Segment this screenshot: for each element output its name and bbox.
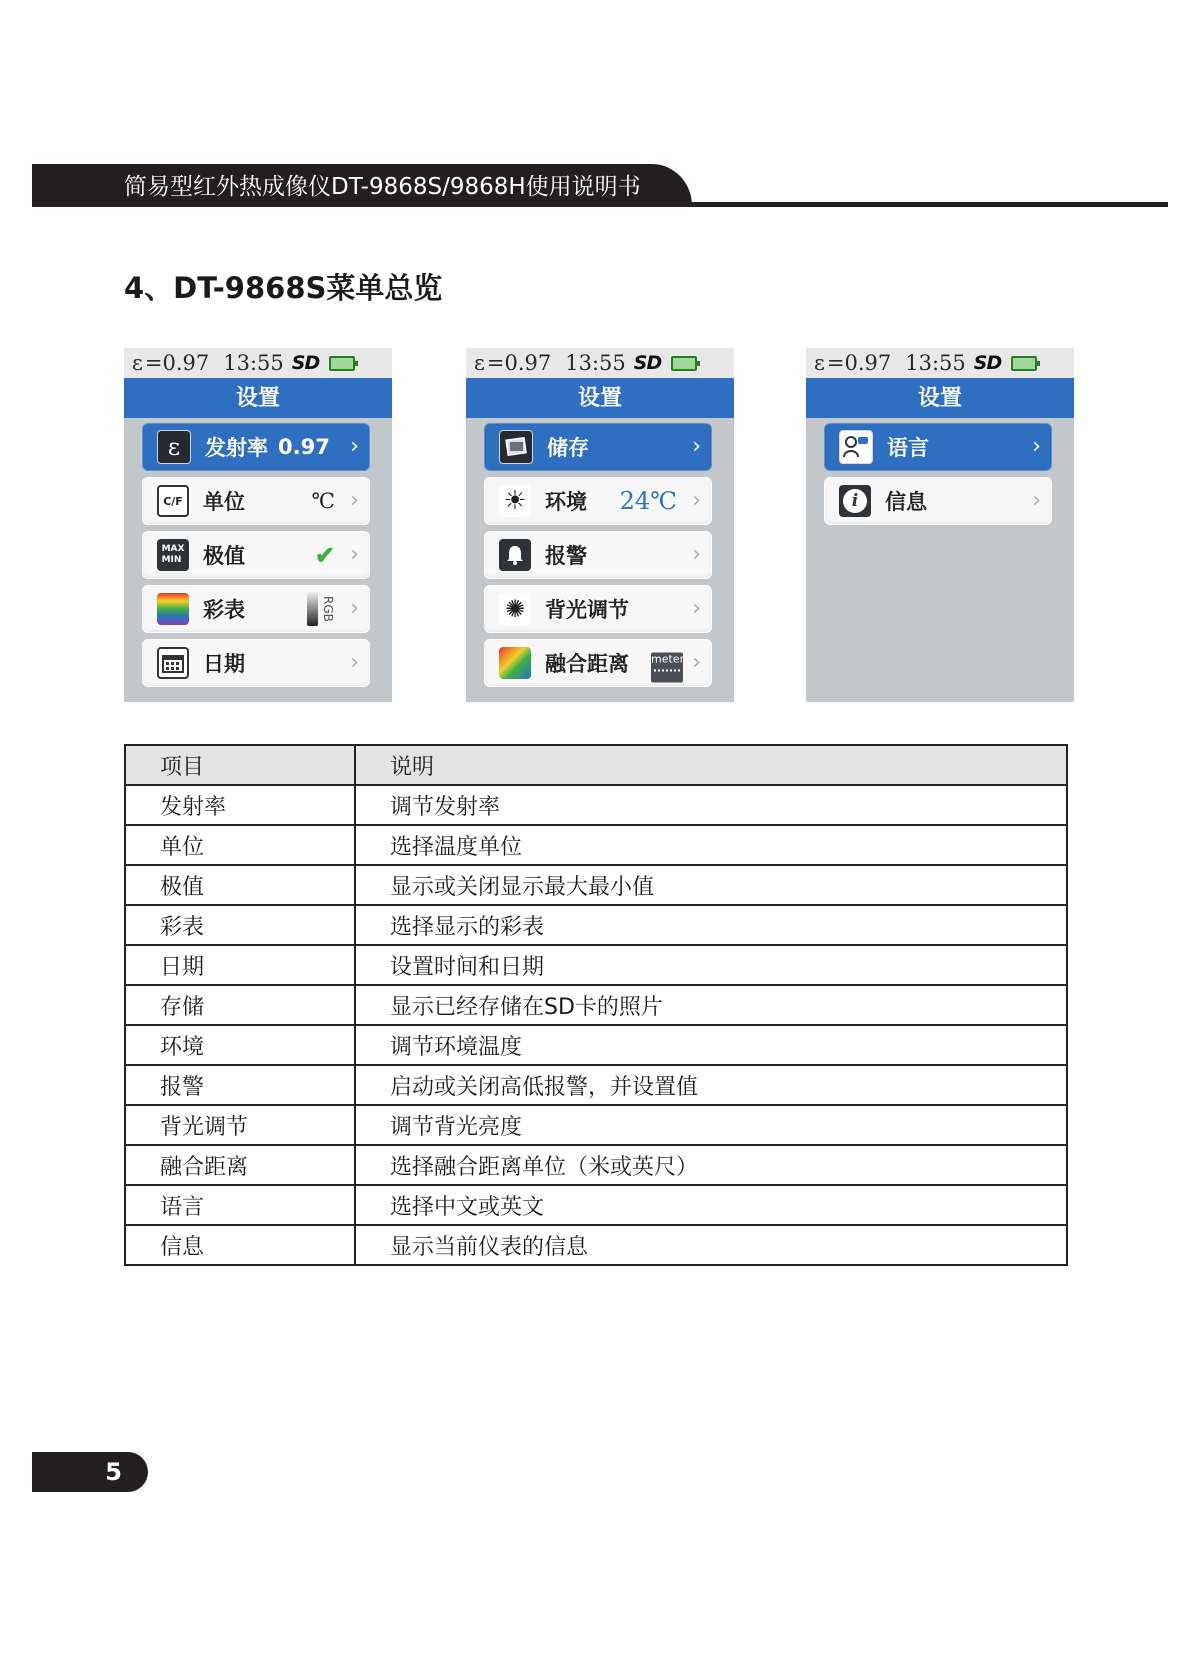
item-cell: 彩表: [125, 905, 355, 945]
menu-item-value: 0.97: [278, 435, 330, 459]
device-screen-1: [124, 348, 392, 702]
menu-item-label: 报警: [545, 543, 587, 568]
header-rule: [32, 202, 1168, 207]
menu-item-info[interactable]: [824, 477, 1052, 525]
description-cell: 选择融合距离单位（米或英尺）: [355, 1145, 1067, 1185]
column-header-description: 说明: [355, 745, 1067, 785]
description-cell: 显示已经存储在SD卡的照片: [355, 985, 1067, 1025]
status-bar: [466, 348, 734, 378]
item-cell: 单位: [125, 825, 355, 865]
clock: 13:55: [223, 351, 284, 375]
description-cell: 选择中文或英文: [355, 1185, 1067, 1225]
sd-card-icon: SD: [633, 352, 662, 374]
menu-item-value: ℃: [311, 489, 335, 513]
chevron-right-icon: ›: [350, 434, 359, 459]
battery-icon: [329, 356, 355, 371]
cf-icon: C/F: [157, 485, 189, 517]
emissivity-readout: =0.97: [486, 351, 552, 375]
description-cell: 启动或关闭高低报警，并设置值: [355, 1065, 1067, 1105]
item-cell: 语言: [125, 1185, 355, 1225]
description-cell: 调节发射率: [355, 785, 1067, 825]
menu-item-label: 日期: [203, 651, 245, 676]
chevron-right-icon: ›: [1032, 488, 1041, 513]
table-row: [125, 865, 1067, 905]
menu-item-date[interactable]: [142, 639, 370, 687]
screen-title: 设置: [124, 378, 392, 418]
status-bar: [806, 348, 1074, 378]
status-bar: [124, 348, 392, 378]
table-row: [125, 1105, 1067, 1145]
chevron-right-icon: ›: [692, 542, 701, 567]
fusion-icon: [499, 647, 531, 679]
table-row: [125, 825, 1067, 865]
chevron-right-icon: ›: [692, 488, 701, 513]
menu-item-backlight[interactable]: [484, 585, 712, 633]
chevron-right-icon: ›: [1032, 434, 1041, 459]
table-row: [125, 1145, 1067, 1185]
menu-item-label: 融合距离: [545, 651, 629, 676]
item-cell: 日期: [125, 945, 355, 985]
description-cell: 调节背光亮度: [355, 1105, 1067, 1145]
menu-item-label: 彩表: [203, 597, 245, 622]
max-min-icon: MAX MIN: [157, 539, 189, 571]
description-cell: 显示或关闭显示最大最小值: [355, 865, 1067, 905]
sd-card-icon: SD: [973, 352, 1002, 374]
epsilon-symbol: ε: [814, 351, 825, 375]
menu-item-label: 环境: [545, 489, 587, 514]
sun-icon: ☀: [499, 485, 531, 517]
description-cell: 调节环境温度: [355, 1025, 1067, 1065]
chevron-right-icon: ›: [692, 650, 701, 675]
emissivity-readout: =0.97: [144, 351, 210, 375]
menu-item-language[interactable]: [824, 423, 1052, 471]
palette-value: RGB: [321, 596, 335, 622]
storage-icon: [499, 430, 533, 464]
chevron-right-icon: ›: [350, 596, 359, 621]
menu-item-max-min[interactable]: [142, 531, 370, 579]
info-icon: i: [839, 485, 871, 517]
table-row: [125, 985, 1067, 1025]
page-number: 5: [32, 1452, 148, 1492]
screen-title: 设置: [806, 378, 1074, 418]
language-icon: [839, 430, 873, 464]
table-row: [125, 1225, 1067, 1265]
menu-item-label: 背光调节: [545, 597, 629, 622]
menu-item-label: 发射率: [205, 435, 268, 460]
table-row: [125, 905, 1067, 945]
menu-item-unit[interactable]: [142, 477, 370, 525]
item-cell: 极值: [125, 865, 355, 905]
device-screen-3: [806, 348, 1074, 702]
clock: 13:55: [565, 351, 626, 375]
emissivity-readout: =0.97: [826, 351, 892, 375]
menu-item-label: 极值: [203, 543, 245, 568]
chevron-right-icon: ›: [350, 650, 359, 675]
grayscale-bar: [307, 592, 318, 626]
table-row: [125, 945, 1067, 985]
menu-item-ambient[interactable]: [484, 477, 712, 525]
clock: 13:55: [905, 351, 966, 375]
chevron-right-icon: ›: [692, 596, 701, 621]
check-icon: ✔: [314, 540, 335, 570]
item-cell: 背光调节: [125, 1105, 355, 1145]
meter-value: meter: [651, 653, 683, 683]
palette-preview: [307, 592, 335, 626]
item-cell: 信息: [125, 1225, 355, 1265]
table-row: [125, 1185, 1067, 1225]
menu-description-table: [124, 744, 1068, 1266]
device-screen-2: [466, 348, 734, 702]
menu-item-alarm[interactable]: [484, 531, 712, 579]
description-cell: 选择温度单位: [355, 825, 1067, 865]
menu-item-label: 单位: [203, 489, 245, 514]
chevron-right-icon: ›: [350, 488, 359, 513]
menu-item-storage[interactable]: [484, 423, 712, 471]
chevron-right-icon: ›: [692, 434, 701, 459]
menu-item-palette[interactable]: [142, 585, 370, 633]
epsilon-symbol: ε: [132, 351, 143, 375]
bell-icon: [499, 539, 531, 571]
item-cell: 报警: [125, 1065, 355, 1105]
section-title: 4、DT-9868S菜单总览: [124, 271, 443, 305]
battery-icon: [1011, 356, 1037, 371]
rgb-palette-icon: [157, 593, 189, 625]
menu-item-fusion-distance[interactable]: [484, 639, 712, 687]
sd-card-icon: SD: [291, 352, 320, 374]
item-cell: 存储: [125, 985, 355, 1025]
item-cell: 环境: [125, 1025, 355, 1065]
table-row: [125, 1065, 1067, 1105]
chevron-right-icon: ›: [350, 542, 359, 567]
menu-item-label: 语言: [887, 435, 929, 460]
menu-item-emissivity[interactable]: [142, 423, 370, 471]
screen-title: 设置: [466, 378, 734, 418]
description-cell: 设置时间和日期: [355, 945, 1067, 985]
column-header-item: 项目: [125, 745, 355, 785]
epsilon-icon: ε: [157, 430, 191, 464]
table-header-row: [125, 745, 1067, 785]
menu-item-label: 储存: [547, 435, 589, 460]
item-cell: 发射率: [125, 785, 355, 825]
ambient-temp-value: 24℃: [619, 487, 677, 515]
table-row: [125, 1025, 1067, 1065]
description-cell: 显示当前仪表的信息: [355, 1225, 1067, 1265]
battery-icon: [671, 356, 697, 371]
epsilon-symbol: ε: [474, 351, 485, 375]
table-row: [125, 785, 1067, 825]
meter-icon: [651, 644, 683, 683]
backlight-icon: ✺: [499, 593, 531, 625]
calendar-icon: [157, 647, 189, 679]
menu-item-label: 信息: [885, 489, 927, 514]
item-cell: 融合距离: [125, 1145, 355, 1185]
description-cell: 选择显示的彩表: [355, 905, 1067, 945]
document-title: 简易型红外热成像仪DT-9868S/9868H使用说明书: [124, 174, 641, 200]
